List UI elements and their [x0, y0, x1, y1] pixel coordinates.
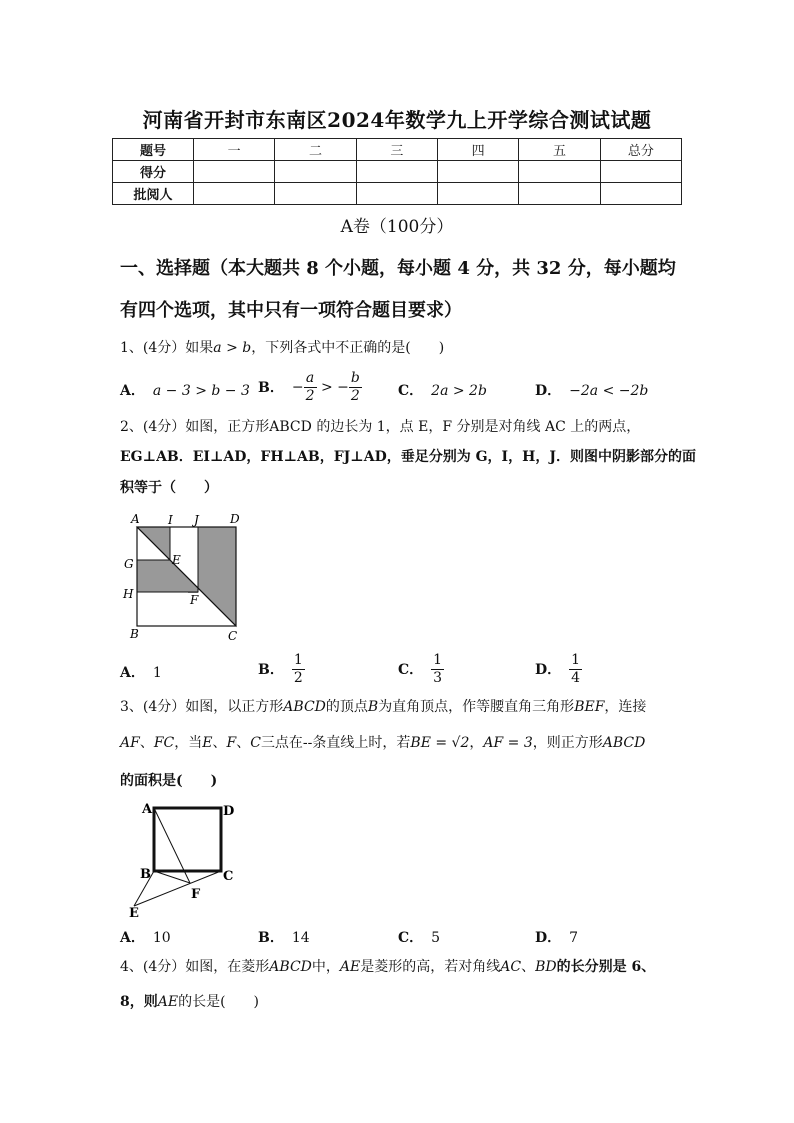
score-table-cell: 总分: [600, 139, 681, 161]
q3-text: ，连接: [604, 699, 647, 715]
q3-text: 、: [236, 735, 251, 751]
fraction: [304, 370, 317, 405]
score-table: [112, 138, 682, 205]
score-table-cell: [519, 183, 600, 205]
option-text: 10: [152, 930, 171, 946]
q4-text: 是菱形的高，若对角线: [360, 959, 501, 975]
q3-text: 为直角顶点，作等腰直角三角形: [378, 699, 575, 715]
question-1-stem: [120, 338, 444, 358]
question-4-line1: [120, 957, 655, 977]
option-text: −2a < −2b: [569, 383, 649, 399]
q3-text: ，当: [174, 735, 203, 751]
score-table-cell: [275, 161, 356, 183]
fraction: [569, 652, 582, 687]
score-table-row: [113, 183, 682, 205]
option-text: 2a > 2b: [431, 383, 487, 399]
question-2-line3: 积等于（ ）: [120, 480, 218, 496]
label-b: B: [130, 627, 139, 641]
q2-option-c: [398, 652, 444, 687]
score-table-cell: 得分: [113, 161, 194, 183]
fraction-denominator: 2: [350, 388, 360, 404]
q3-text: 三点在--条直线上时，若: [260, 735, 411, 751]
q3-figure: [120, 795, 250, 920]
score-table-cell: [437, 183, 518, 205]
score-table-cell: 题号: [113, 139, 194, 161]
fraction: [349, 370, 362, 405]
score-table-cell: [356, 183, 437, 205]
q3-text: 、: [212, 735, 227, 751]
section-a-heading: A卷（100分）: [340, 217, 454, 237]
option-text: 1: [152, 665, 162, 681]
q4-math: BD: [535, 959, 557, 975]
q3-math: AF = 3: [483, 735, 533, 751]
q3-text: ，: [469, 735, 484, 751]
option-label: C．: [398, 661, 424, 678]
q3-math: ABCD: [283, 699, 326, 715]
q1-option-d: [535, 380, 648, 400]
label-h: H: [123, 587, 134, 601]
option-label: A．: [120, 383, 145, 399]
q1-stem-math: a > b: [213, 340, 252, 356]
q1-stem-post: ，下列各式中不正确的是( ): [251, 340, 445, 356]
fraction-numerator: 1: [293, 652, 303, 668]
score-table-cell: [194, 161, 275, 183]
option-label: B．: [258, 379, 284, 396]
option-label: D．: [535, 661, 562, 678]
label-a: A: [142, 802, 153, 817]
option-label: A．: [120, 930, 145, 946]
q3-option-d: [535, 927, 578, 947]
label-f: F: [191, 887, 201, 902]
fraction-numerator: 1: [433, 652, 443, 668]
q4-math: AE: [157, 994, 179, 1010]
score-table-cell: 三: [356, 139, 437, 161]
q2-option-a: [120, 662, 162, 682]
option-mid: > −: [316, 379, 349, 396]
score-table-cell: 五: [519, 139, 600, 161]
option-label: C．: [398, 383, 424, 399]
q3-math: BEF: [574, 699, 605, 715]
option-text: 5: [431, 930, 441, 946]
q4-text: 8，则: [120, 994, 158, 1010]
fraction-denominator: 2: [293, 670, 303, 686]
label-a: A: [131, 512, 140, 526]
section-one-heading-line2: 有四个选项，其中只有一项符合题目要求）: [120, 300, 462, 321]
score-table-cell: 四: [437, 139, 518, 161]
score-table-cell: [356, 161, 437, 183]
q3-option-c: [398, 927, 440, 947]
label-d: D: [230, 512, 240, 526]
fraction-numerator: 1: [571, 652, 581, 668]
q3-math: C: [250, 735, 261, 751]
question-2-line2: EG⊥AB．EI⊥AD，FH⊥AB，FJ⊥AD，垂足分别为 G，I，H，J．则图中阴影部分的面: [120, 449, 696, 465]
option-label: B．: [258, 930, 284, 946]
q3-math: B: [367, 699, 379, 715]
score-table-cell: 批阅人: [113, 183, 194, 205]
q1-stem-pre: 1、(4分）如果: [120, 340, 214, 356]
score-table-cell: 二: [275, 139, 356, 161]
fraction: [431, 652, 444, 687]
q2-option-b: [258, 652, 305, 687]
page-title: 河南省开封市东南区2024年数学九上开学综合测试试题: [142, 108, 652, 132]
question-4-line2: [120, 992, 259, 1012]
fraction-denominator: 4: [571, 670, 581, 686]
q1-option-b: [258, 370, 362, 405]
q2-figure: [118, 508, 248, 644]
score-table-cell: [194, 183, 275, 205]
score-table-cell: [600, 183, 681, 205]
option-label: A．: [120, 665, 145, 681]
label-c: C: [223, 869, 234, 884]
option-text: a − 3 > b − 3: [152, 383, 250, 399]
option-label: C．: [398, 930, 424, 946]
fraction: [292, 652, 305, 687]
label-b: B: [140, 867, 151, 882]
label-f: F: [190, 593, 199, 607]
score-table-row: [113, 161, 682, 183]
q3-math: AF: [120, 735, 140, 751]
q4-text: 4、(4分）如图，在菱形: [120, 959, 270, 975]
label-j: J: [194, 513, 199, 527]
q3-math: ABCD: [602, 735, 646, 751]
score-table-cell: [519, 161, 600, 183]
score-table-cell: [437, 161, 518, 183]
q4-math: AE: [339, 959, 361, 975]
q3-math: FC: [153, 735, 175, 751]
q3-math: BE = √2: [410, 735, 470, 751]
option-sign: −: [291, 379, 304, 396]
question-3-line3: 的面积是( ): [120, 773, 218, 789]
option-label: D．: [535, 383, 562, 399]
q1-option-c: [398, 380, 487, 400]
q4-text: 的长是( ): [178, 994, 260, 1010]
q4-text: 中，: [311, 959, 340, 975]
question-3-line1: [120, 697, 646, 717]
q3-option-b: [258, 927, 310, 947]
score-table-cell: [275, 183, 356, 205]
q3-text: 的顶点: [325, 699, 368, 715]
score-table-cell: 一: [194, 139, 275, 161]
label-e: E: [129, 906, 139, 920]
label-c: C: [228, 629, 238, 643]
q4-math: AC: [500, 959, 522, 975]
shaded-strip-left: [137, 560, 198, 592]
question-2-line1: 2、(4分）如图，正方形ABCD 的边长为 1，点 E，F 分别是对角线 AC 上的两点，: [120, 419, 641, 435]
label-e: E: [172, 553, 181, 567]
q3-text: 3、(4分）如图，以正方形: [120, 699, 284, 715]
q3-math: E: [202, 735, 213, 751]
q4-math: ABCD: [269, 959, 312, 975]
section-one-heading-line1: 一、选择题（本大题共 8 个小题，每小题 4 分，共 32 分，每小题均: [120, 258, 676, 279]
option-text: 14: [291, 930, 310, 946]
shaded-strip-right: [198, 527, 236, 626]
score-table-header-row: [113, 139, 682, 161]
option-text: 7: [569, 930, 579, 946]
q1-option-a: [120, 380, 250, 400]
score-table-cell: [600, 161, 681, 183]
question-3-line2: [120, 733, 645, 753]
option-label: D．: [535, 930, 562, 946]
fraction-numerator: a: [304, 370, 317, 388]
fraction-denominator: 2: [305, 388, 315, 404]
fraction-denominator: 3: [433, 670, 443, 686]
q3-option-a: [120, 927, 171, 947]
fraction-numerator: b: [350, 370, 360, 386]
q4-text: 、: [521, 959, 536, 975]
label-g: G: [124, 557, 134, 571]
q3-math: F: [226, 735, 237, 751]
square-abcd: [154, 808, 221, 871]
q4-text: 的长分别是 6、: [556, 959, 656, 975]
label-d: D: [223, 804, 235, 819]
option-label: B．: [258, 661, 284, 678]
q2-option-d: [535, 652, 582, 687]
label-i: I: [168, 513, 173, 527]
q3-text: 、: [139, 735, 154, 751]
q3-text: ，则正方形: [532, 735, 603, 751]
